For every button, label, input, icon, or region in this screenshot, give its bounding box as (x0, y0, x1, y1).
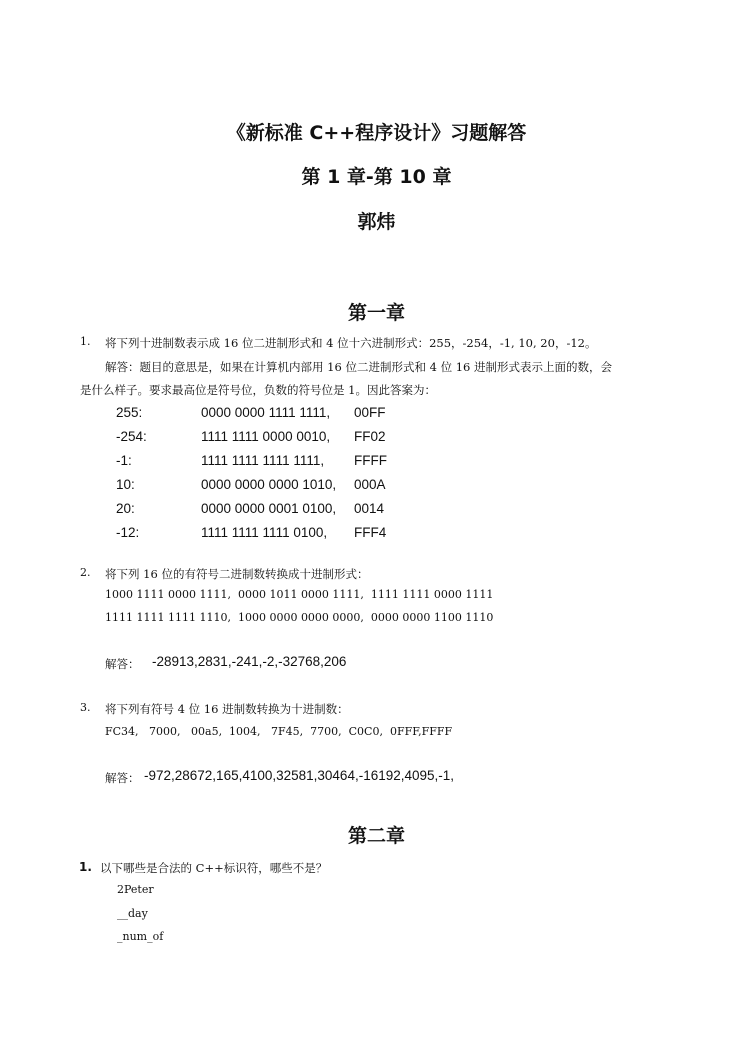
q1-row-bin: 1111 1111 0000 0010, (201, 429, 331, 444)
chapter1-heading: 第一章 (347, 302, 405, 324)
q1-row-hex: 000A (354, 477, 386, 492)
document-title: 《新标准 C++程序设计》习题解答 (226, 122, 527, 144)
chapter2-heading: 第二章 (347, 825, 405, 847)
q1-row-bin: 0000 0000 0000 1010, (201, 477, 337, 492)
q1-answer-line1: 解答：题目的意思是，如果在计算机内部用 16 位二进制形式和 4 位 16 进制形式表示上面的数，会 (105, 360, 613, 374)
author-name: 郭炜 (357, 211, 396, 233)
q1-row-hex: 0014 (354, 501, 385, 516)
q3-answer-value: -972,28672,165,4100,32581,30464,-16192,4095,-1, (144, 768, 455, 783)
ch2-q1-number: 1. (79, 860, 92, 874)
q1-row-bin: 1111 1111 1111 0100, (201, 525, 328, 540)
q1-row-hex: 00FF (354, 405, 386, 420)
ch2-q1-text: 以下哪些是合法的 C++标识符，哪些不是？ (100, 861, 328, 875)
chapter-range: 第 1 章-第 10 章 (301, 166, 452, 188)
q1-row-hex: FFF4 (354, 525, 387, 540)
q1-row-bin: 1111 1111 1111 1111, (201, 453, 325, 468)
q1-row-hex: FFFF (354, 453, 387, 468)
q2-answer-value: -28913,2831,-241,-2,-32768,206 (152, 654, 347, 669)
q1-text: 将下列十进制数表示成 16 位二进制形式和 4 位十六进制形式：255，-254，-1, 10, 20，-12。 (105, 336, 597, 350)
q1-number: 1. (80, 335, 91, 348)
q2-number: 2. (80, 566, 91, 579)
q1-row-dec: 10: (116, 477, 135, 492)
q3-text: 将下列有符号 4 位 16 进制数转换为十进制数： (105, 702, 349, 716)
identifier-item: _num_of (117, 930, 164, 943)
q1-row-dec: -1: (116, 453, 132, 468)
identifier-item: 2Peter (117, 883, 154, 896)
q2-answer-label: 解答： (105, 657, 140, 671)
q3-number: 3. (80, 701, 91, 714)
q1-row-bin: 0000 0000 0001 0100, (201, 501, 337, 516)
q1-row-dec: -254: (116, 429, 147, 444)
q2-binary-line2: 1111 1111 1111 1110, 1000 0000 0000 0000, 0000 0000 1100 1110 (105, 611, 494, 624)
q1-row-bin: 0000 0000 1111 1111, (201, 405, 331, 420)
identifier-item: __day (117, 907, 148, 920)
q1-answer-line2: 是什么样子。要求最高位是符号位，负数的符号位是 1。因此答案为： (80, 383, 436, 397)
q2-text: 将下列 16 位的有符号二进制数转换成十进制形式： (105, 567, 369, 581)
q1-row-dec: -12: (116, 525, 140, 540)
q3-hex-line: FC34, 7000, 00a5, 1004, 7F45, 7700, C0C0, 0FFF,FFFF (105, 725, 453, 738)
q1-row-dec: 20: (116, 501, 135, 516)
q1-row-hex: FF02 (354, 429, 386, 444)
q2-binary-line1: 1000 1111 0000 1111, 0000 1011 0000 1111, 1111 1111 0000 1111 (105, 588, 494, 601)
q1-row-dec: 255: (116, 405, 143, 420)
q3-answer-label: 解答： (105, 771, 140, 785)
